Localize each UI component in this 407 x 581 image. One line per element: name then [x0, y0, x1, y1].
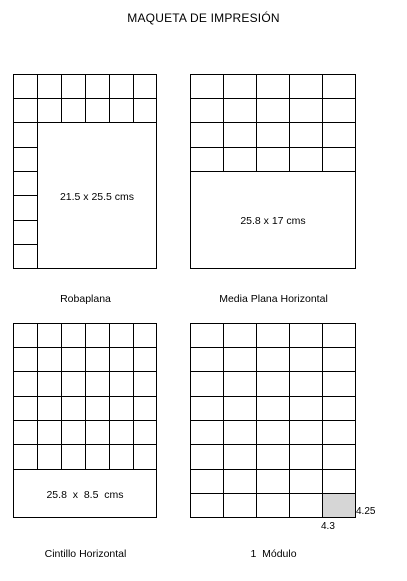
caption-cintillo: Cintillo Horizontal	[44, 548, 127, 560]
modulo-grid	[190, 323, 357, 519]
highlighted-module	[323, 494, 356, 518]
caption-media-plana: Media Plana Horizontal	[219, 293, 328, 305]
cintillo-grid	[13, 323, 158, 519]
layout-cintillo	[13, 323, 158, 519]
media-plana-size-label: 25.8 x 17 cms	[240, 215, 306, 227]
layout-robaplana	[13, 74, 158, 270]
caption-robaplana: Robaplana	[60, 293, 111, 305]
layout-modulo	[190, 323, 357, 519]
page-title: MAQUETA DE IMPRESIÓN	[127, 11, 280, 25]
media-plana-grid	[190, 74, 357, 270]
layout-media-plana	[190, 74, 357, 270]
robaplana-grid	[13, 74, 158, 270]
module-width-label: 4.3	[321, 521, 335, 532]
robaplana-size-label: 21.5 x 25.5 cms	[59, 191, 135, 203]
module-height-label: 4.25	[356, 506, 376, 517]
cintillo-size-label: 25.8 x 8.5 cms	[46, 489, 124, 501]
caption-modulo: 1 Módulo	[250, 548, 297, 560]
